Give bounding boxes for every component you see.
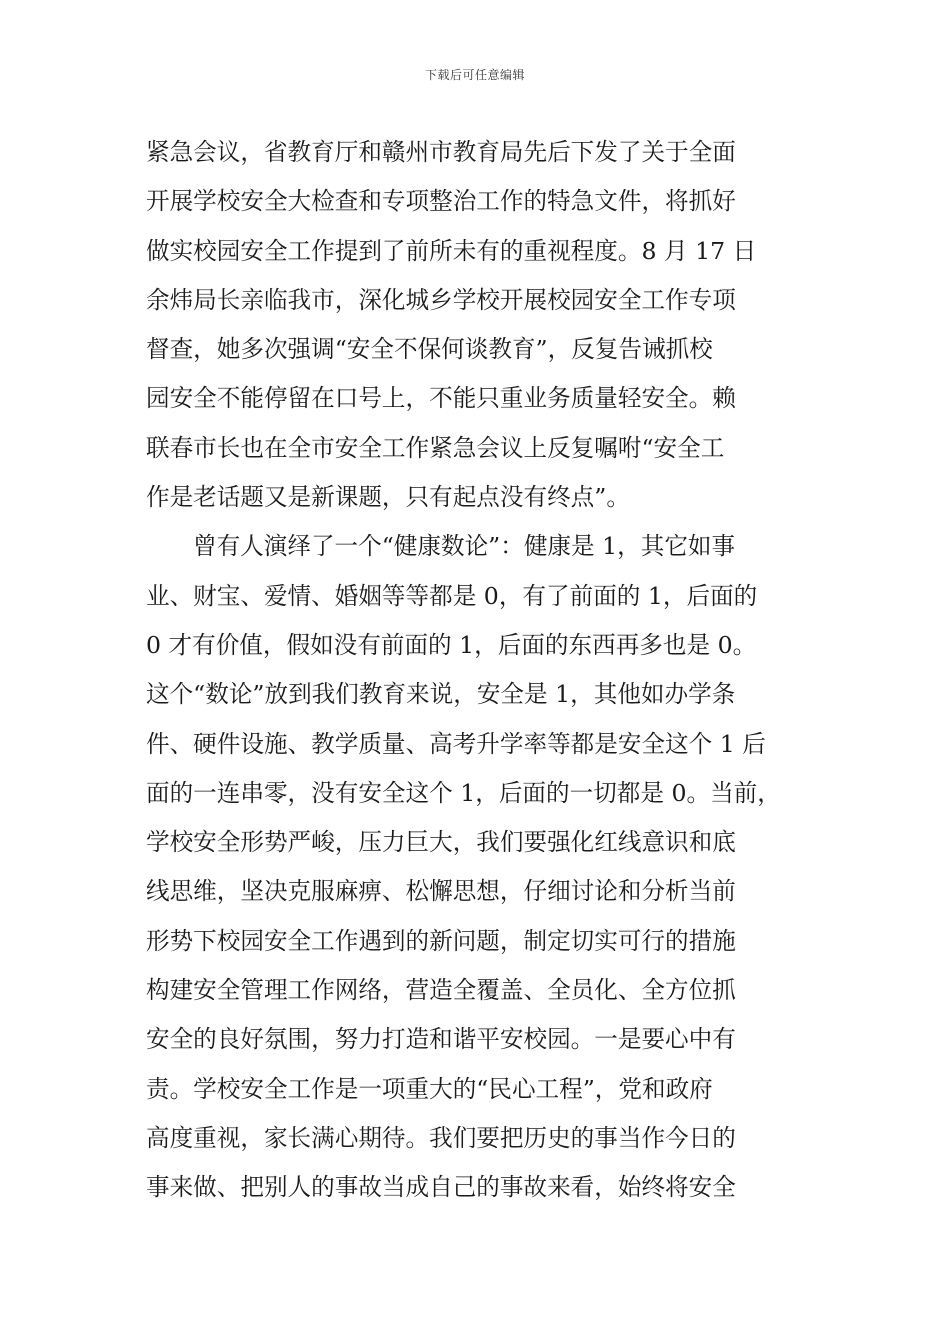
text-line: 事来做、把别人的事故当成自己的事故来看，始终将安全 — [146, 1173, 736, 1202]
page-header: 下载后可任意编辑 — [424, 68, 525, 82]
document-body — [146, 128, 826, 1213]
text-line: 这个“数论”放到我们教育来说，安全是 1，其他如办学条 — [146, 680, 736, 709]
text-line: 督查，她多次强调“安全不保何谈教育”，反复告诫抓校 — [146, 335, 713, 364]
text-line: 形势下校园安全工作遇到的新问题，制定切实可行的措施 — [146, 926, 736, 955]
text-line: 紧急会议，省教育厅和赣州市教育局先后下发了关于全面 — [146, 138, 736, 166]
paragraph-1 — [146, 128, 826, 522]
text-line: 高度重视，家长满心期待。我们要把历史的事当作今日的 — [146, 1123, 736, 1152]
text-line: 学校安全形势严峻，压力巨大，我们要强化红线意识和底 — [146, 828, 736, 857]
text-line: 园安全不能停留在口号上，不能只重业务质量轻安全。赖 — [146, 384, 736, 413]
text-line: 开展学校安全大检查和专项整治工作的特急文件，将抓好 — [146, 187, 736, 216]
text-line: 曾有人演绎了一个“健康数论”：健康是 1，其它如事 — [193, 532, 736, 561]
text-line: 构建安全管理工作网络，营造全覆盖、全员化、全方位抓 — [146, 976, 736, 1005]
text-line: 0 才有价值，假如没有前面的 1，后面的东西再多也是 0。 — [146, 630, 757, 659]
text-line: 余炜局长亲临我市，深化城乡学校开展校园安全工作专项 — [146, 285, 736, 314]
text-line: 责。学校安全工作是一项重大的“民心工程”，党和政府 — [146, 1074, 713, 1103]
text-line: 面的一连串零，没有安全这个 1，后面的一切都是 0。当前， — [146, 778, 781, 807]
paragraph-2 — [146, 522, 826, 1212]
text-line: 作是老话题又是新课题，只有起点没有终点”。 — [146, 483, 630, 512]
text-line: 联春市长也在全市安全工作紧急会议上反复嘱咐“安全工 — [146, 433, 725, 462]
text-line: 件、硬件设施、教学质量、高考升学率等都是安全这个 1 后 — [146, 729, 766, 758]
text-line: 业、财宝、爱情、婚姻等等都是 0，有了前面的 1，后面的 — [146, 581, 758, 610]
text-line: 做实校园安全工作提到了前所未有的重视程度。8 月 17 日 — [146, 236, 757, 265]
text-line: 安全的良好氛围，努力打造和谐平安校园。一是要心中有 — [146, 1025, 736, 1054]
text-line: 线思维，坚决克服麻痹、松懈思想，仔细讨论和分析当前 — [146, 877, 736, 906]
